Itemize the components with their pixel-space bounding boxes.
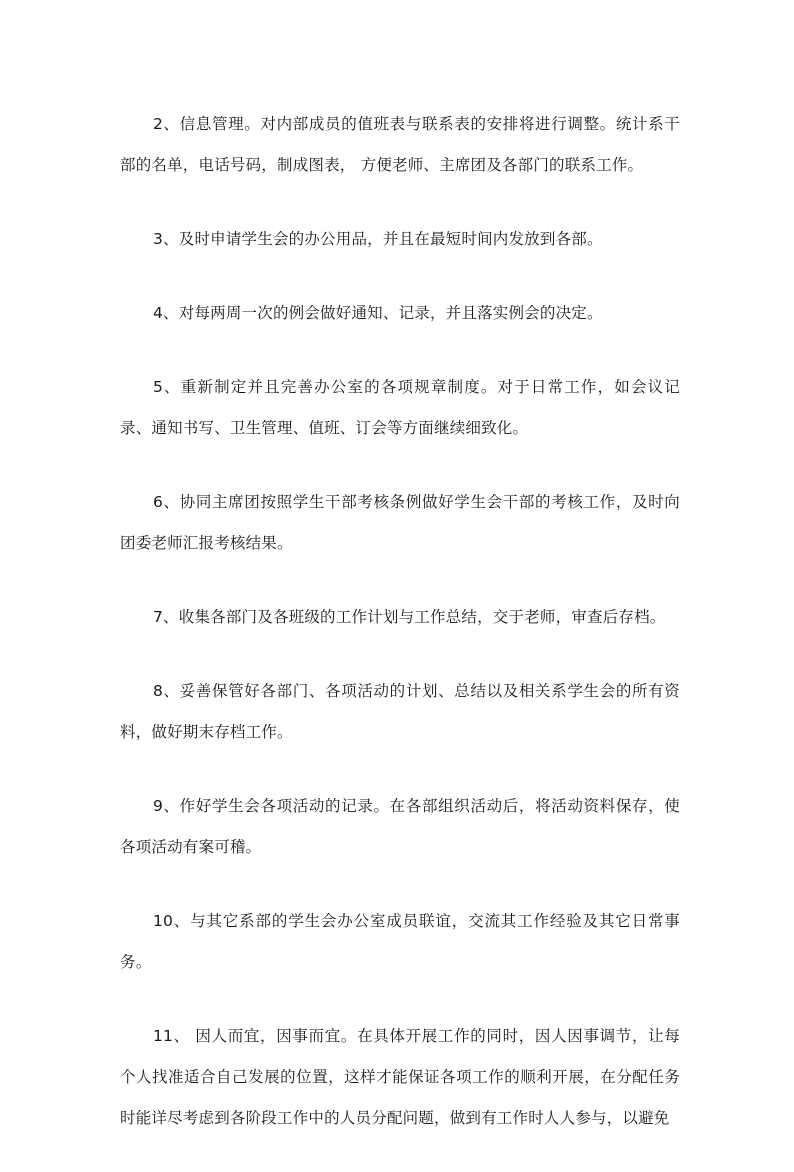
paragraph-item-9: 9、作好学生会各项活动的记录。在各部组织活动后，将活动资料保存，使各项活动有案可稽。 xyxy=(120,797,680,856)
paragraph-item-7: 7、收集各部门及各班级的工作计划与工作总结，交于老师，审查后存档。 xyxy=(153,608,666,626)
paragraph-item-4: 4、对每两周一次的例会做好通知、记录，并且落实例会的决定。 xyxy=(153,304,603,322)
paragraph-item-6: 6、协同主席团按照学生干部考核条例做好学生会干部的考核工作，及时向团委老师汇报考核结果。 xyxy=(120,493,680,552)
paragraph-item-3: 3、及时申请学生会的办公用品，并且在最短时间内发放到各部。 xyxy=(153,230,603,248)
paragraph-item-2: 2、信息管理。对内部成员的值班表与联系表的安排将进行调整。统计系干部的名单，电话号码，制成图表， 方便老师、主席团及各部门的联系工作。 xyxy=(120,115,680,174)
paragraph-item-8: 8、妥善保管好各部门、各项活动的计划、总结以及相关系学生会的所有资料，做好期末存档工作。 xyxy=(120,682,680,741)
paragraph-item-10: 10、与其它系部的学生会办公室成员联谊，交流其工作经验及其它日常事务。 xyxy=(120,912,680,971)
paragraph-item-5: 5、重新制定并且完善办公室的各项规章制度。对于日常工作，如会议记录、通知书写、卫生管理、值班、订会等方面继续细致化。 xyxy=(120,378,680,437)
document-body xyxy=(120,104,680,1172)
paragraph-item-11: 11、 因人而宜，因事而宜。在具体开展工作的同时，因人因事调节，让每个人找准适合自己发展的位置，这样才能保证各项工作的顺利开展，在分配任务时能详尽考虑到各阶段工作中的人员分配问题，做到有工作时人人参与，以避免 xyxy=(120,1027,680,1127)
